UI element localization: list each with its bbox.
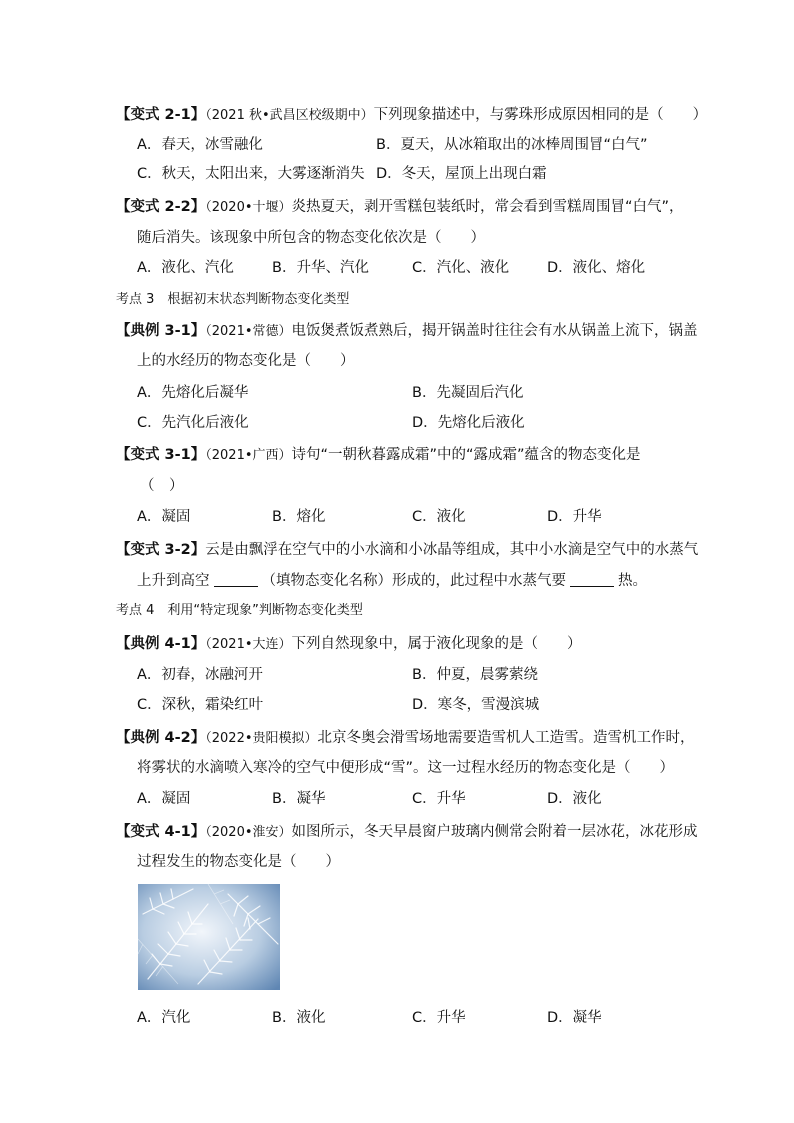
section-heading-kd4: 考点 4 利用“特定现象”判断物态变化类型 (116, 603, 363, 618)
option-d: D．凝华 (547, 1010, 602, 1026)
question-tag: 【典例 3-1】 (116, 323, 206, 339)
question-tag: 【变式 3-2】 (116, 542, 206, 558)
option-a: A．凝固 (137, 791, 191, 807)
question-text-cont: 上升到高空 （填物态变化名称）形成的，此过程中水蒸气要 热。 (137, 573, 647, 589)
option-b: B．夏天，从冰箱取出的冰棒周围冒“白气” (376, 137, 648, 153)
question-text-cont: 将雾状的水滴喷入寒冷的空气中便形成“雪”。这一过程水经历的物态变化是（ ） (137, 760, 675, 776)
option-c: C．先汽化后液化 (137, 415, 249, 431)
question-text-cont: 上的水经历的物态变化是（ ） (137, 353, 355, 369)
question-text: 炎热夏天，剥开雪糕包装纸时，常会看到雪糕周围冒“白气”， (291, 199, 684, 215)
question-text-cont: 随后消失。该现象中所包含的物态变化依次是（ ） (137, 230, 485, 246)
option-d: D．先熔化后液化 (412, 415, 525, 431)
question-source: （2020•十堰） (205, 200, 292, 215)
question-text-cont: 过程发生的物态变化是（ ） (137, 854, 340, 870)
option-c: C．秋天，太阳出来，大雾逐渐消失 (137, 166, 365, 182)
option-b: B．仲夏，晨雾萦绕 (412, 667, 538, 683)
option-a: A．凝固 (137, 509, 191, 525)
question-text-cont: （ ） (140, 478, 184, 494)
question-tag: 【变式 4-1】 (116, 824, 206, 840)
option-b: B．液化 (272, 1010, 326, 1026)
question-d31-stem (116, 321, 698, 342)
question-source: （2020•淮安） (205, 825, 292, 840)
option-a: A．初春，冰融河开 (137, 667, 263, 683)
question-text: 北京冬奥会滑雪场地需要造雪机人工造雪。造雪机工作时， (317, 730, 695, 746)
section-heading-kd3: 考点 3 根据初末状态判断物态变化类型 (116, 292, 350, 307)
frost-on-window-image (138, 884, 280, 990)
option-c: C．升华 (412, 791, 466, 807)
option-d: D．寒冬，雪漫滨城 (412, 697, 540, 713)
answer-blank-2[interactable] (570, 572, 614, 587)
option-c: C．液化 (412, 509, 466, 525)
option-a: A．液化、汽化 (137, 260, 234, 276)
question-tag: 【典例 4-2】 (116, 730, 206, 746)
question-source: （2021•大连） (205, 637, 292, 652)
option-b: B．升华、汽化 (272, 260, 369, 276)
question-tag: 【典例 4-1】 (116, 636, 206, 652)
question-text: 云是由飘浮在空气中的小水滴和小冰晶等组成，其中小水滴是空气中的水蒸气 (205, 542, 699, 558)
option-d: D．液化、熔化 (547, 260, 646, 276)
question-d41-stem (116, 634, 582, 655)
question-text: 电饭煲煮饭煮熟后，揭开锅盖时往往会有水从锅盖上流下，锅盖 (291, 323, 698, 339)
option-a: A．春天，冰雪融化 (137, 137, 263, 153)
option-b: B．凝华 (272, 791, 326, 807)
question-text: 下列自然现象中，属于液化现象的是（ ） (291, 636, 582, 652)
answer-blank-1[interactable] (214, 572, 258, 587)
question-source: （2021•常德） (205, 324, 292, 339)
question-v32-stem (116, 540, 698, 560)
question-tag: 【变式 2-2】 (116, 199, 206, 215)
option-a: A．汽化 (137, 1010, 191, 1026)
question-source: （2021•广西） (205, 448, 292, 463)
option-c: C．升华 (412, 1010, 466, 1026)
question-text: 下列现象描述中，与雾珠形成原因相同的是（ ） (373, 107, 708, 123)
question-tag: 【变式 2-1】 (116, 107, 206, 123)
question-v41-stem (116, 822, 698, 843)
option-d: D．液化 (547, 791, 602, 807)
option-c: C．深秋，霜染红叶 (137, 697, 264, 713)
question-text: 如图所示，冬天早晨窗户玻璃内侧常会附着一层冰花，冰花形成 (291, 824, 698, 840)
option-a: A．先熔化后凝华 (137, 385, 249, 401)
question-tag: 【变式 3-1】 (116, 447, 206, 463)
question-source: （2022•贵阳模拟） (205, 731, 318, 746)
question-v31-stem (116, 445, 641, 466)
question-v21-stem (116, 105, 707, 126)
question-source: （2021 秋•武昌区校级期中） (205, 108, 374, 123)
option-b: B．先凝固后汽化 (412, 385, 524, 401)
question-text: 诗句“一朝秋暮露成霜”中的“露成霜”蕴含的物态变化是 (291, 447, 641, 463)
option-d: D．冬天，屋顶上出现白霜 (376, 166, 547, 182)
option-d: D．升华 (547, 509, 602, 525)
question-v22-stem (116, 197, 684, 218)
option-b: B．熔化 (272, 509, 326, 525)
option-c: C．汽化、液化 (412, 260, 510, 276)
question-d42-stem (116, 728, 695, 749)
